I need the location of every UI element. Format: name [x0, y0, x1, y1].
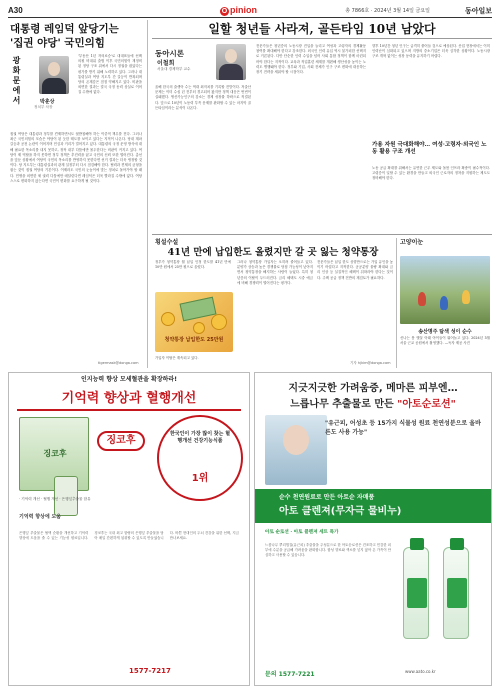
main-subheadline: 가용 자원 극대화해야… 여성·고령자·외국인 노동 활용 구조 개선 — [372, 142, 487, 156]
lower-column-label: 횡설수설 — [155, 239, 179, 246]
news-photo — [400, 256, 490, 324]
ad-right[interactable] — [254, 372, 492, 686]
lower-headline: 41년 만에 납입한도 올렸지만 갈 곳 잃는 청약통장 — [167, 247, 379, 258]
left-author-name: 박훈상 — [40, 99, 55, 105]
savings-graphic — [155, 292, 233, 352]
main-article-text-4: 노동 공급 확대를 위해서는 유연한 근무 제도와 돌봄 인프라 확충이 필수적이다. 고령층이 일할 수 있는 환경을 만들고 외국인 근로자의 정착을 지원하는 제도도 정비해야 한다. — [372, 166, 490, 181]
ad-left-headline: 기억력 향상과 혈행개선 — [61, 391, 197, 406]
ad-left-list: · 기억력 개선 · 혈행 개선 · 은행잎추출물 함유 — [19, 497, 91, 501]
seal-rank: 1위 — [191, 473, 209, 484]
author-photo-main — [216, 44, 246, 80]
band-text-1: 순수 천연원료로 만든 아토순 자매품 — [279, 494, 375, 501]
section-label: pinion — [230, 5, 257, 15]
left-author-role: 정치부 차장 — [34, 105, 53, 109]
main-author-role: 서울대 경제학부 교수 — [157, 67, 191, 71]
ad-right-phone[interactable]: 문의 1577-7221 — [265, 671, 315, 678]
photo-caption: 신나는 봄 햇살 아래 아이들이 뛰어놀고 있다. 2024년 3월 서울 근교 공원에서 촬영했다. —독자 제공 사진 — [400, 336, 490, 346]
product-box-label: 징코후 — [43, 449, 67, 458]
product-bottle-icon — [54, 476, 78, 516]
photo-caption-title: 송산명주 탐색 성이 순수 — [418, 329, 472, 335]
main-headline: 일할 청년들 사라져, 골든타임 10년 남았다 — [208, 22, 436, 36]
ad-left-rule — [17, 409, 241, 411]
opinion-logo-icon: O — [221, 8, 228, 15]
ad-right-headline-2 — [255, 395, 491, 410]
ad-left-top: 인지능력 향상 모세혈관을 확장하라! — [9, 373, 249, 387]
lower-text-3: 그러나 청약통장 가입자는 오히려 줄어들고 있다. 분양가 상승과 높은 경쟁률로 당첨 가능성이 낮아지면서 청약통장을 해지하는 사람이 늘었다. 특히 청년층의 이탈이 두드러진다. 금리 혜택도 시중 예금에 비해 경쟁력이 떨어진다는 평가다. — [237, 260, 313, 285]
column-divider — [147, 20, 148, 368]
ad-right-body: 느릅나무 뿌리껍질(유근피) 추출물을 주성분으로 한 아토순로션은 건조하고 민감한 피부에 수분을 공급해 가려움을 완화합니다. 합성 향료와 색소를 넣지 않아 온 가족이 안심하고 사용할 수 있습니다. — [265, 543, 391, 558]
ad-right-headline-1: 지긋지긋한 가려움증, 메마른 피부엔… — [288, 383, 458, 394]
ad-right-quote: "유근피, 어성초 등 15가지 식물성 원료 천연성분으로 올바른도 사용 가능" — [325, 420, 481, 436]
left-column-body: 집권 여당은 대통령과 정부를 견제하면서도 뒷받침해야 하는 이중적 책무를 진다. 그러나 최근 국민의힘의 모습은 야당이 된 듯한 태도를 보이고 있다는 지적이 나온다. 당내 계파 갈등과 공천 논란이 이어지며 민심과 거리가 멀어지고 있다. 대통령의 국정 운영 방식에 대해 필요한 목소리를 내지 못하고, 정작 내부 다툼에만 몰두한다는 비판이 커지고 있다. 여당이 제 역할을 하지 못하면 정부 정책은 추진력을 잃고 국민의 신뢰 또한 떨어진다. 총선을 앞둔 상황에서 여당이 국민의 목소리를 반영하지 못한다면 선거 결과는 더욱 냉정할 것이다. 당 지도부는 대통령실과의 관계 설정부터 다시 점검해야 한다. 협력과 견제의 균형을 잡는 것이 집권 여당의 기본이다. 이제라도 국민의 눈높이에 맞는 정치로 돌아가야 할 때다. 민생을 외면한 채 권력 다툼에만 매달린다면 레임덕은 더욱 빨라질 수밖에 없다. 여당 스스로 변화하지 않는다면 국민이 변화를 요구하게 될 것이다. — [10, 132, 142, 183]
ad-right-h2-pre: 느릅나무 추출물로 만든 — [290, 399, 398, 410]
lower-text-1: 정부가 청약통장 월 납입 인정 한도를 41년 만에 10만 원에서 25만 원으로 올렸다. — [155, 260, 231, 270]
ad-left-sub: 기억력 향상에 도움 — [19, 514, 62, 520]
page-number: A30 — [8, 6, 23, 15]
product-bottles — [395, 527, 485, 657]
bottle-icon — [403, 547, 429, 639]
ad-right-h2-em: "아토순로션" — [397, 399, 456, 410]
left-column-label: 광화문에서 — [12, 56, 22, 106]
headline-rule — [152, 38, 492, 39]
seal-text: 한국인이 가장 많이 찾는 혈행개선 건강기능식품 — [169, 431, 231, 444]
ad-left-body: 은행잎 추출물은 혈액 순환을 개선하고 기억력 향상에 도움을 줄 수 있는 기능성 원료입니다. 징코후는 국내 최고 함량의 은행잎 추출물을 담아 매일 간편하게 섭취할 수 있도록 만들었습니다. 바쁜 현대인의 두뇌 건강을 위한 선택, 지금 만나보세요. — [19, 531, 239, 541]
author-photo-left — [39, 56, 69, 94]
left-column-email: tigermask@donga.com — [98, 361, 139, 365]
lower-email: 기자 hjkim@donga.com — [350, 361, 391, 365]
band-text-2: 아토 클렌져(무자극 물비누) — [279, 506, 402, 517]
section-rule — [152, 234, 492, 235]
lower-text-2: 가입자 이탈은 계속되고 있다. — [155, 356, 199, 360]
section-title — [220, 5, 257, 16]
issue-meta: 총 7866호 · 2024년 3월 14일 금요일 — [345, 8, 430, 14]
ad-left-seal — [157, 415, 243, 501]
ad-right-sub: 아토 순로션 · 아토 클렌져 세트 특가 — [265, 530, 339, 535]
lower-text-4: 전문가들은 납입 한도 상향만으로는 가입 유인을 높이기 어렵다고 지적한다. 공공분양 물량 확대와 금리 인상 등 실질적인 혜택이 뒤따라야 한다는 것이다. 주택 공급 정책 전반의 재검토가 필요하다. — [317, 260, 393, 280]
graphic-caption: 청약통장 납입한도 25만원 — [164, 337, 224, 343]
brand-logo: 동아일보 — [464, 5, 492, 15]
ad-left-brand: 징코후 — [97, 431, 145, 451]
ad-left-phone[interactable]: 1577-7217 — [129, 667, 171, 675]
main-author: 이철희 — [157, 60, 175, 67]
ad-right-photo — [265, 415, 327, 485]
ad-left[interactable] — [8, 372, 250, 686]
column-divider-2 — [396, 238, 397, 368]
main-article-text-3: 향후 10년간 청년 인구는 급격히 줄어들 것으로 예상된다. 산업 현장에서는 이미 인력난이 심화되고 있으며 지방의 중소기업은 더욱 심각한 상황이다. 노동시장 구조 개혁 없이는 성장 동력을 유지하기 어렵다. — [372, 44, 490, 59]
left-column-title: 대통령 레임덕 앞당기는 '집권 야당' 국민의힘 — [10, 23, 119, 49]
ad-right-website[interactable]: www.aato.co.kr — [405, 669, 436, 674]
main-article-text-1: 올해 한국의 출생아 수는 역대 최저치를 기록할 전망이다. 저출산 문제는 이미 수십 년 전부터 경고되어 왔지만 정책 대응은 번번이 실패했다. 생산가능인구의 감소는 경제 성장률 하락으로 직결된다. 앞으로 10년이 노동력 부족 문제를 완화할 수 있는 마지막 골든타임이라는 분석이 나온다. — [155, 85, 251, 110]
ad-right-band — [255, 489, 491, 523]
photo-column-label: 고양이눈 — [400, 239, 424, 246]
main-article-text-2: 전문가들은 청년층의 노동시장 진입을 늘리고 여성과 고령자의 경제활동 참여를 확대해야 한다고 강조한다. 외국인 인력 유입 역시 불가피한 선택지로 거론된다. 다만 단순한 인력 수입을 넘어 사회 통합 정책이 함께 마련되어야 한다는 지적이다. 교육과 직업훈련 체계를 개편해 생산성을 높이는 노력도 병행돼야 한다. 정부와 기업, 사회 전체가 인구 구조 변화에 대응하는 장기 전략을 세워야 할 시점이다. — [256, 44, 366, 75]
left-column-text: '부동산 1년 자의료승'로 대대표들에 선택 의원 비대위 출범 이후 국민의힘이 재정비된 정당 구조 위에서 다시 정권을 잡았다는 평가를 받기 위해 노력하고 있다. 그러나 대통령실과 여당 지도부 간 갈등이 반복되며 당의 존재감은 점점 약해지고 있다. 비판을 외면한 결과는 결국 국정 동력 상실로 이어질 수밖에 없다. — [78, 54, 142, 95]
page-header — [8, 4, 492, 18]
bottle-icon — [443, 547, 469, 639]
product-box-icon — [19, 417, 89, 491]
column-name: 동아시론 — [155, 49, 184, 58]
